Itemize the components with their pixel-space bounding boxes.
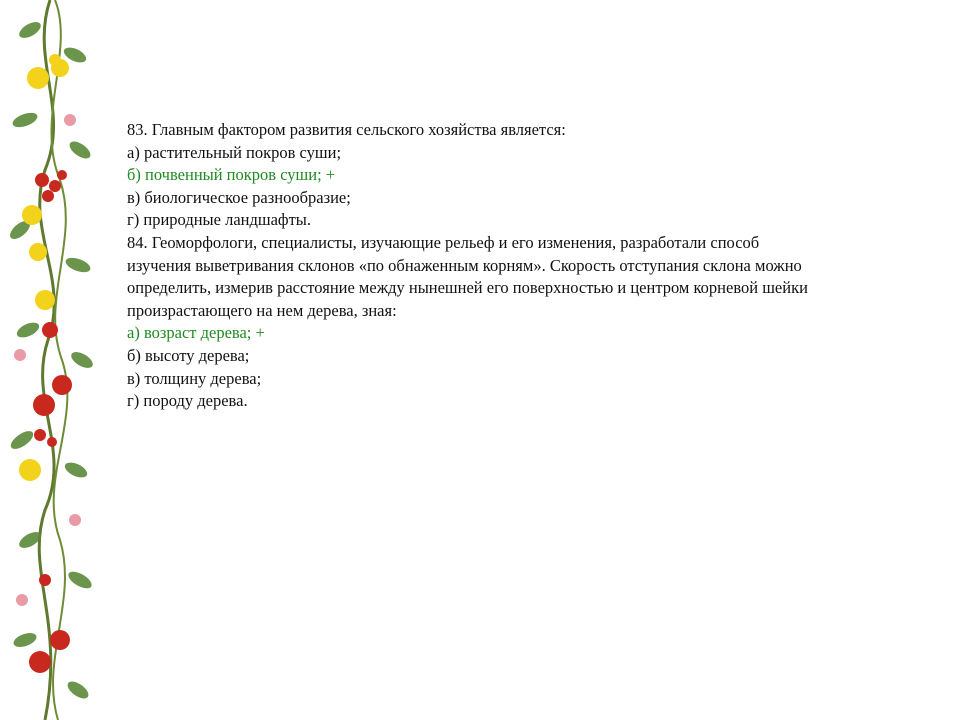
question-84-text-line-2: изучения выветривания склонов «по обнаженным корням». Скорость отступания склона можно [127,255,802,275]
question-83-option-d: г) природные ландшафты. [127,210,312,230]
question-84-option-c: в) толщину дерева; [127,368,262,388]
floral-garland-border-icon [0,0,110,720]
question-83-option-a: а) растительный покров суши; [127,142,342,162]
question-84-option-b: б) высоту дерева; [127,345,250,365]
question-84-option-d: г) породу дерева. [127,391,248,411]
question-83-option-b-correct: б) почвенный покров суши; + [127,165,336,185]
question-84-option-a-correct: а) возраст дерева; + [127,323,265,343]
question-83-text: 83. Главным фактором развития сельского хозяйства является: [127,120,566,139]
question-84-text-line-3: определить, измерив расстояние между нынешней его поверхностью и центром корневой шейки [127,278,808,298]
question-83-option-c: в) биологическое разнообразие; [127,187,351,207]
quiz-text-block [127,119,907,413]
question-84-text-line-4: произрастающего на нем дерева, зная: [127,300,397,320]
question-84-text-line-1: 84. Геоморфологи, специалисты, изучающие рельеф и его изменения, разработали способ [127,232,760,252]
